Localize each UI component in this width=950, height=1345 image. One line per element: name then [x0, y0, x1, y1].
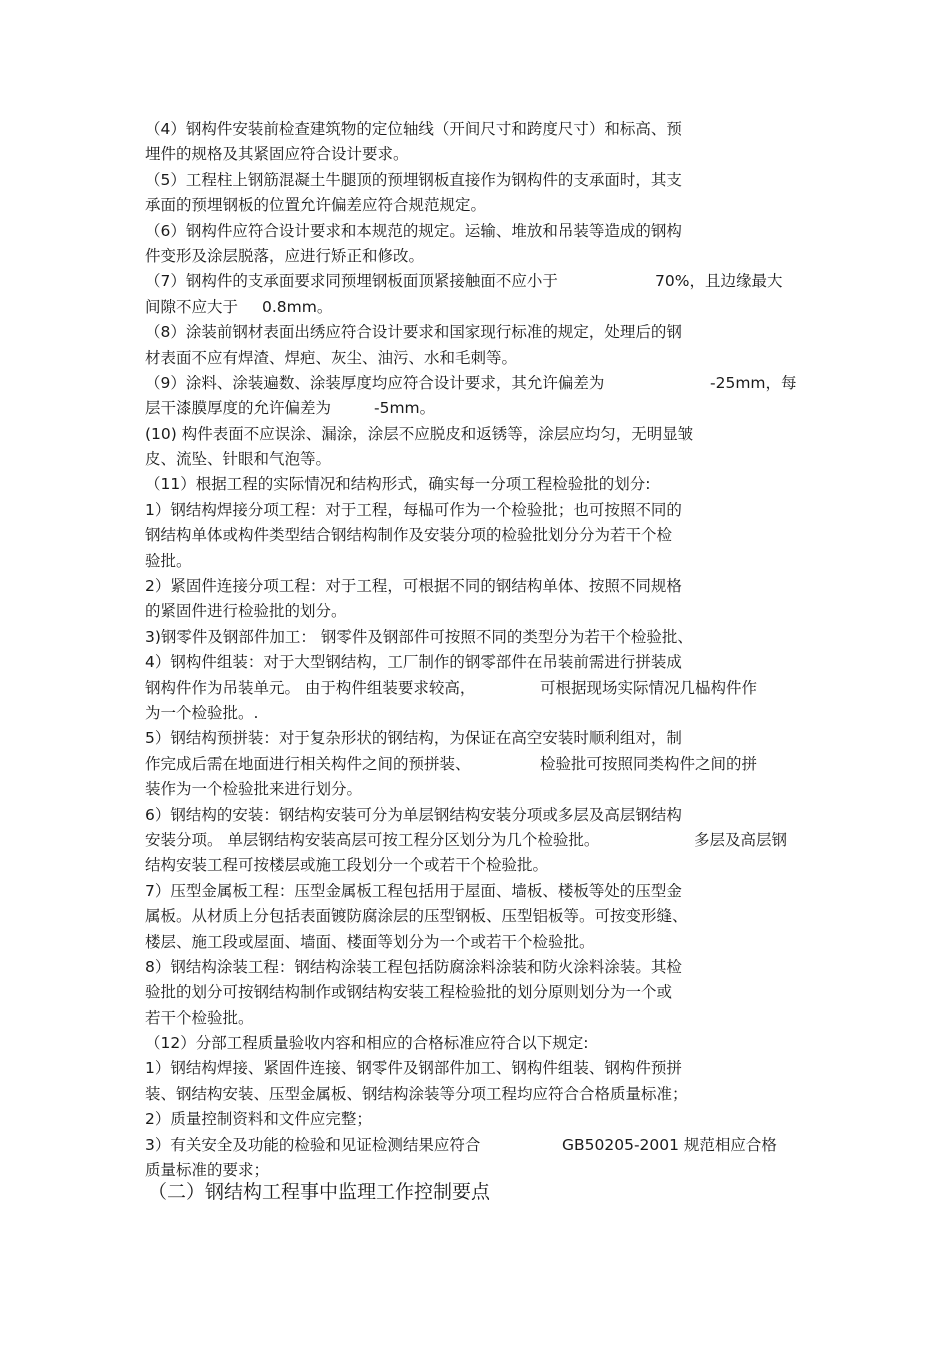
line-text: （9）涂料、涂装遍数、涂装厚度均应符合设计要求，其允许偏差为	[145, 373, 605, 392]
text-line	[0, 117, 950, 142]
text-line	[0, 650, 950, 675]
text-line	[0, 549, 950, 574]
text-line	[0, 1107, 950, 1132]
line-text: 钢结构单体或构件类型结合钢结构制作及安装分项的检验批划分分为若干个检	[145, 526, 673, 545]
text-line	[0, 752, 950, 777]
line-text: （11）根据工程的实际情况和结构形式，确实每一分项工程检验批的划分:	[145, 475, 651, 494]
line-text: 楼层、施工段或屋面、墙面、楼面等划分为一个或若干个检验批。	[145, 932, 595, 951]
line-text: 质量标准的要求；	[145, 1161, 270, 1180]
line-text: 2）紧固件连接分项工程：对于工程，可根据不同的钢结构单体、按照不同规格	[145, 577, 682, 596]
text-line	[0, 1031, 950, 1056]
line-text: (10) 构件表面不应误涂、漏涂，涂层不应脱皮和返锈等，涂层应均匀，无明显皱	[145, 424, 694, 443]
text-line	[0, 142, 950, 167]
text-line	[0, 930, 950, 955]
text-line	[0, 498, 950, 523]
text-line	[0, 777, 950, 802]
line-text: 1）钢结构焊接分项工程：对于工程，每榀可作为一个检验批；也可按照不同的	[145, 500, 682, 519]
text-line	[0, 803, 950, 828]
text-line	[0, 853, 950, 878]
line-text: 属板。从材质上分包括表面镀防腐涂层的压型钢板、压型铝板等。可按变形缝、	[145, 907, 688, 926]
text-line	[0, 523, 950, 548]
line-text-continued: 0.8mm。	[262, 297, 333, 316]
line-text: 3）有关安全及功能的检验和见证检测结果应符合	[145, 1135, 481, 1154]
line-text: 钢构件作为吊装单元。 由于构件组装要求较高，	[145, 678, 476, 697]
line-text: 8）钢结构涂装工程：钢结构涂装工程包括防腐涂料涂装和防火涂料涂装。其检	[145, 957, 682, 976]
text-line	[0, 574, 950, 599]
line-text: 皮、流坠、针眼和气泡等。	[145, 450, 332, 469]
line-text-continued: -25mm，每	[710, 373, 797, 392]
text-line	[0, 1133, 950, 1158]
line-text-continued: -5mm。	[374, 399, 436, 418]
line-text-continued: 多层及高层钢	[694, 830, 788, 849]
text-line	[0, 346, 950, 371]
text-line	[0, 726, 950, 751]
line-text: （5）工程柱上钢筋混凝土牛腿顶的预埋钢板直接作为钢构件的支承面时，其支	[145, 170, 682, 189]
line-text: 层干漆膜厚度的允许偏差为	[145, 399, 332, 418]
text-line	[0, 625, 950, 650]
line-text: （12）分部工程质量验收内容和相应的合格标准应符合以下规定:	[145, 1034, 589, 1053]
line-text-continued: 检验批可按照同类构件之间的拼	[540, 754, 758, 773]
text-line	[0, 168, 950, 193]
text-line	[0, 396, 950, 421]
line-text: 件变形及涂层脱落，应进行矫正和修改。	[145, 246, 425, 265]
text-line	[0, 320, 950, 345]
line-text: 的紧固件进行检验批的划分。	[145, 602, 347, 621]
text-line	[0, 1006, 950, 1031]
line-text: 4）钢构件组装：对于大型钢结构，工厂制作的钢零部件在吊装前需进行拼装成	[145, 653, 682, 672]
line-text: 验批。	[145, 551, 192, 570]
line-text: （8）涂装前钢材表面出绣应符合设计要求和国家现行标准的规定，处理后的钢	[145, 323, 682, 342]
line-text: 验批的划分可按钢结构制作或钢结构安装工程检验批的划分原则划分为一个或	[145, 983, 673, 1002]
line-text: 间隙不应大于	[145, 297, 239, 316]
line-text-continued: 可根据现场实际情况几榀构件作	[540, 678, 758, 697]
text-line	[0, 244, 950, 269]
document-body	[0, 117, 950, 1183]
line-text: 1）钢结构焊接、紧固件连接、钢零件及钢部件加工、钢构件组装、钢构件预拼	[145, 1059, 682, 1078]
line-text: 5）钢结构预拼装：对于复杂形状的钢结构，为保证在高空安装时顺利组对，制	[145, 729, 682, 748]
line-text: 为一个检验批。.	[145, 703, 259, 722]
line-text: 材表面不应有焊渣、焊疤、灰尘、油污、水和毛刺等。	[145, 348, 518, 367]
text-line	[0, 676, 950, 701]
line-text: 装作为一个检验批来进行划分。	[145, 780, 363, 799]
text-line	[0, 904, 950, 929]
text-line	[0, 955, 950, 980]
text-line	[0, 472, 950, 497]
text-line	[0, 422, 950, 447]
line-text: 装、钢结构安装、压型金属板、钢结构涂装等分项工程均应符合合格质量标准；	[145, 1084, 688, 1103]
line-text: 结构安装工程可按楼层或施工段划分一个或若干个检验批。	[145, 856, 549, 875]
line-text: 安装分项。 单层钢结构安装高层可按工程分区划分为几个检验批。	[145, 830, 600, 849]
line-text: 2）质量控制资料和文件应完整；	[145, 1110, 372, 1129]
text-line	[0, 219, 950, 244]
text-line	[0, 193, 950, 218]
line-text: 承面的预埋钢板的位置允许偏差应符合规范规定。	[145, 196, 487, 215]
text-line	[0, 879, 950, 904]
line-text: 3)钢零件及钢部件加工： 钢零件及钢部件可按照不同的类型分为若干个检验批、	[145, 627, 693, 646]
text-line	[0, 599, 950, 624]
text-line	[0, 1082, 950, 1107]
line-text-continued: 70%，且边缘最大	[655, 272, 783, 291]
text-line	[0, 447, 950, 472]
text-line	[0, 980, 950, 1005]
line-text: （6）钢构件应符合设计要求和本规范的规定。运输、堆放和吊装等造成的钢构	[145, 221, 682, 240]
line-text: 作完成后需在地面进行相关构件之间的预拼装、	[145, 754, 471, 773]
line-text: （4）钢构件安装前检查建筑物的定位轴线（开间尺寸和跨度尺寸）和标高、预	[145, 120, 682, 138]
text-line	[0, 1056, 950, 1081]
line-text: 7）压型金属板工程：压型金属板工程包括用于屋面、墙板、楼板等处的压型金	[145, 881, 682, 900]
text-line	[0, 295, 950, 320]
text-line	[0, 828, 950, 853]
text-line	[0, 701, 950, 726]
text-line	[0, 269, 950, 294]
line-text: 6）钢结构的安装：钢结构安装可分为单层钢结构安装分项或多层及高层钢结构	[145, 805, 682, 824]
line-text: （7）钢构件的支承面要求同预埋钢板面顶紧接触面不应小于	[145, 272, 558, 291]
section-heading: （二）钢结构工程事中监理工作控制要点	[148, 1181, 491, 1203]
line-text: 若干个检验批。	[145, 1008, 254, 1027]
text-line	[0, 371, 950, 396]
line-text-continued: GB50205-2001 规范相应合格	[562, 1135, 777, 1154]
line-text: 埋件的规格及其紧固应符合设计要求。	[145, 145, 409, 164]
